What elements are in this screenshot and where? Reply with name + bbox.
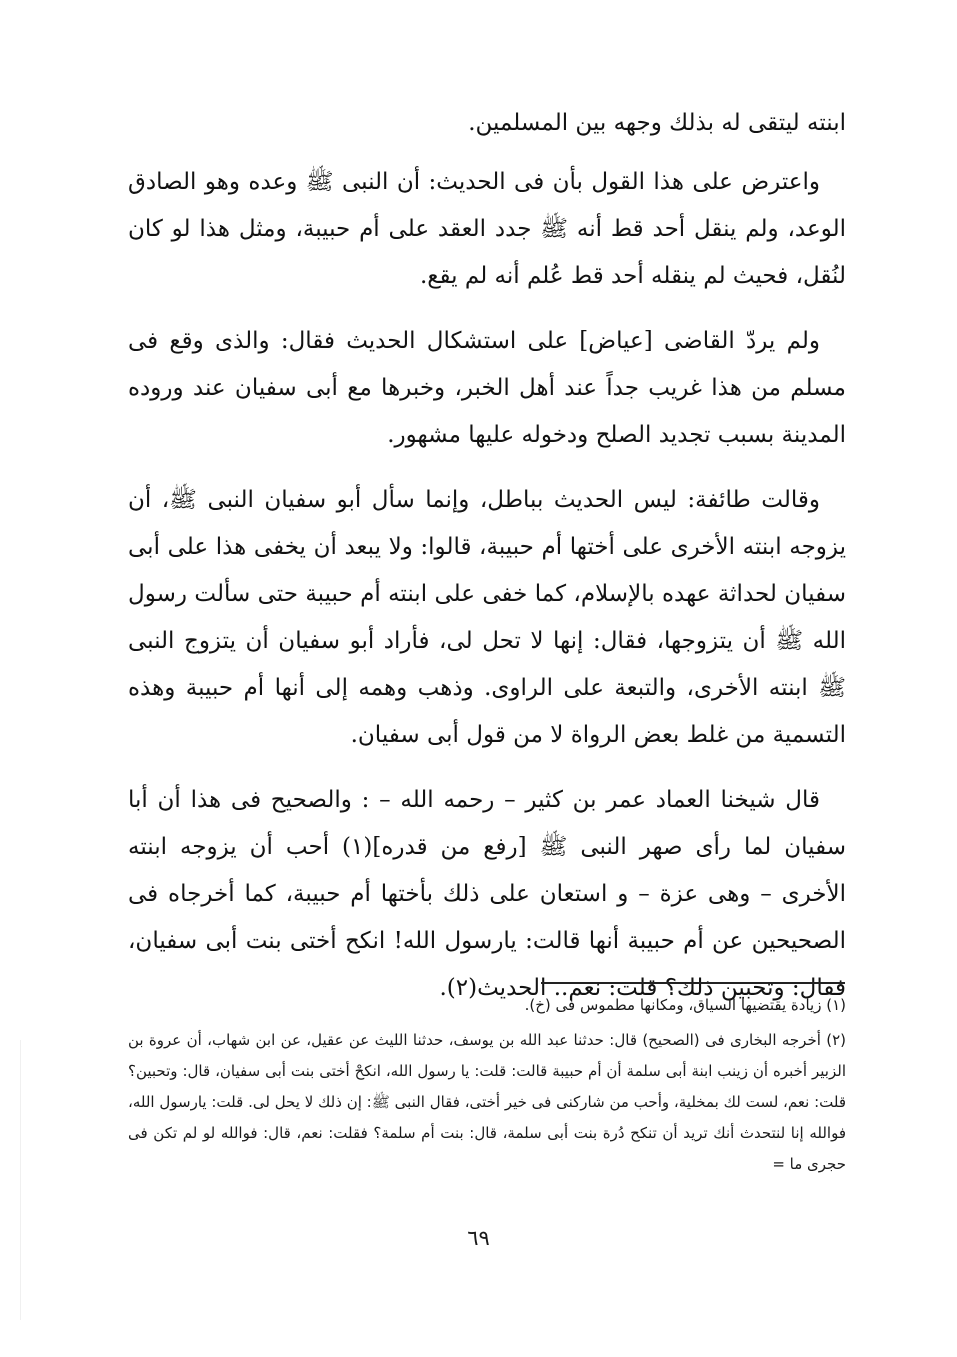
footnote-2: (٢) أخرجه البخارى فى (الصحيح) قال: حدثنا عبد الله بن يوسف، حدثنا الليث عن عقيل، عن ابن شهاب، أن عروة بن الزبير أخبره أن زينب ابنة أبى سلمة أن أم حبيبة قالت: قلت: يا رسول الله، انكحْ أختى بنت أبى سفيان، قال: وتحبين؟ قلت: نعم، لست لك بمخلية، وأحب من شاركنى فى خير أختى، فقال النبى ﷺ: إن ذلك لا يحل لى. قلت: يارسول الله، فوالله إنا لنتحدث أنك تريد أن تنكح دُرة بنت أبى سلمة، قال: بنت أم سلمة؟ فقلت: نعم، قال: فوالله لو لم تكن فى حجرى ما =: [128, 1031, 846, 1173]
paragraph-2: واعترض على هذا القول بأن فى الحديث: أن النبى ﷺ وعده وهو الصادق الوعد، ولم ينقل أحد قط أنه ﷺ جدد العقد على أم حبيبة، ومثل هذا لو كان لنُقل، فحيث لم ينقله أحد قط عُلم أنه لم يقع.: [128, 169, 846, 289]
footnotes-section: [128, 990, 846, 1184]
page-edge-shadow: [20, 1040, 21, 1320]
paragraph-5: قال شيخنا العماد عمر بن كثير – رحمه الله – : والصحيح فى هذا أن أبا سفيان لما رأى صهر النبى ﷺ [رفع من قدره](١) أحب أن يزوجه ابنته الأخرى – وهى عزة – و استعان على ذلك بأختها أم حبيبة، كما أخرجاه فى الصحيحين عن أم حبيبة أنها قالت: يارسول الله! انكح أختى بنت أبى سفيان، فقال: وتحبين ذلك؟ قلت: نعم.. الحديث(٢).: [128, 787, 846, 1001]
paragraph-4: وقالت طائفة: ليس الحديث بباطل، وإنما سأل أبو سفيان النبى ﷺ، أن يزوجه ابنته الأخرى على أختها أم حبيبة، قالوا: ولا يبعد أن يخفى هذا على أبى سفيان لحداثة عهده بالإسلام، كما خفى على ابنته أم حبيبة حتى سألت رسول الله ﷺ أن يتزوجها، فقال: إنها لا تحل لى، فأراد أبو سفيان أن يتزوج النبى ﷺ ابنته الأخرى، والتبعة على الراوى. وذهب وهمه إلى أنها أم حبيبة وهذه التسمية من غلط بعض الرواة لا من قول أبى سفيان.: [128, 487, 846, 748]
page-number: ٦٩: [467, 1226, 490, 1250]
footnote-1: (١) زيادة يقتضيها السياق، ومكانها مطموس فى (خ).: [524, 996, 846, 1014]
paragraph-1: ابنته ليتقى له بذلك وجهه بين المسلمين.: [468, 110, 846, 136]
footnote-separator: [541, 982, 845, 984]
main-text-body: [128, 100, 846, 1030]
paragraph-3: ولم يردّ القاضى [عياض] على استشكال الحديث فقال: والذى وقع فى مسلم من هذا غريب جداً عند أهل الخبر، وخبرها مع أبى سفيان عند وروده المدينة بسبب تجديد الصلح ودخوله عليها مشهور.: [128, 328, 846, 448]
